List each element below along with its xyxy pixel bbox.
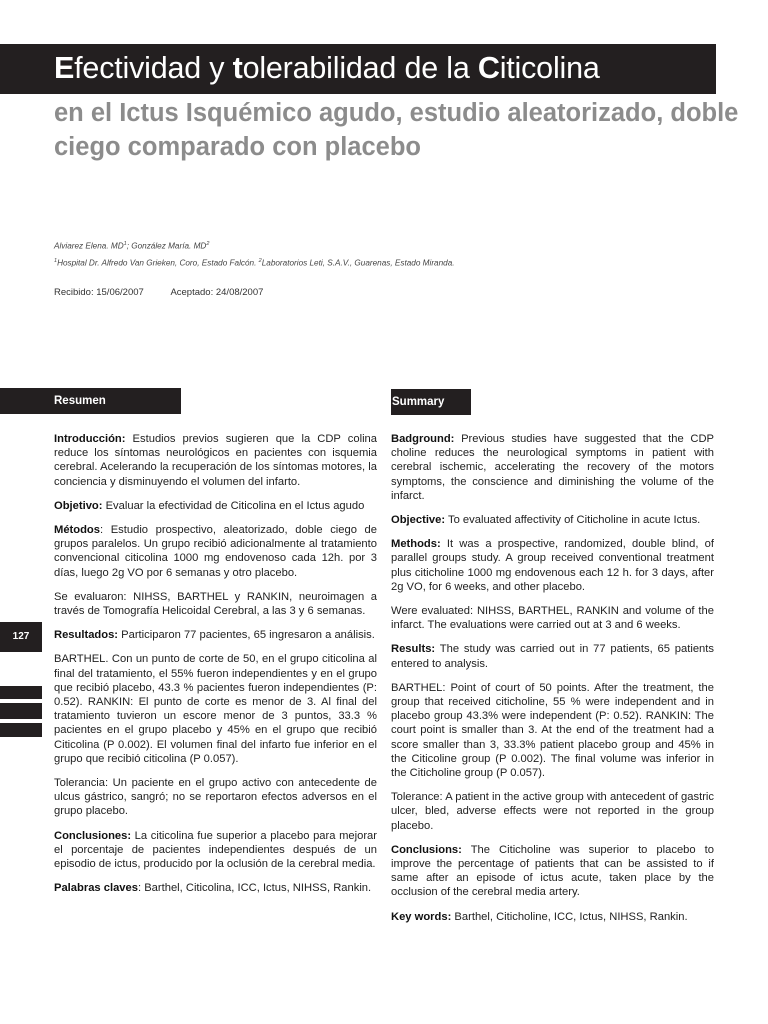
affiliations: $^1$Hospital Dr. Alfredo Van Grieken, Coro, Estado Falcón. $^2$Laboratorios Leti, S.A.V., Guarenas, Estado Miranda. bbox=[54, 258, 455, 268]
summary-tolerance: Tolerance: A patient in the active group with antecedent of gastric ulcer, bled, adverse effects were not reported in the group placebo. bbox=[391, 791, 714, 832]
summary-heading: Summary bbox=[391, 389, 471, 415]
resumen-heading: Resumen bbox=[0, 388, 181, 414]
summary-evaluated: Were evaluated: NIHSS, BARTHEL, RANKIN and volume of the infarct. The evaluations were carried out at 3 and 6 weeks. bbox=[391, 605, 714, 632]
margin-block bbox=[0, 703, 42, 719]
resumen-palabras-claves: Palabras claves: Barthel, Citicolina, ICC, Ictus, NIHSS, Rankin. bbox=[54, 882, 372, 895]
article-title: Efectividad y tolerabilidad de la Citicolina bbox=[54, 51, 600, 85]
summary-results: Results: The study was carried out in 77 patients, 65 patients entered to analysis. bbox=[391, 643, 714, 670]
resumen-metodos: Métodos: Estudio prospectivo, aleatorizado, doble ciego de grupos paralelos. Un grupo recibió adicionalmente al tratamiento convencional citicolina 1000 mg endovenoso cada 12h. por 3 días, luego 2g VO por 6 semanas y otro placebo. bbox=[54, 524, 377, 579]
summary-objective: Objective: To evaluated affectivity of Citicholine in acute Ictus. bbox=[391, 514, 701, 527]
page-number: 127 bbox=[0, 622, 42, 652]
resumen-barthel: BARTHEL. Con un punto de corte de 50, en el grupo citicolina al final del tratamiento, el 55% fueron independientes y en el grupo que recibió placebo, 43.3 % pacientes fueron independientes (P: 0.52). RANKIN: El punto de corte es menor de 3. Al final del tratamiento tuvieron un escore menor de 3 puntos, 33.3 % pacientes en el grupo placebo y 45% en el grupo que recibió Citicolina (P 0.002). El volumen final del infarto fue inferior en el grupo que recibió citicolina (P 0.057). bbox=[54, 653, 377, 765]
margin-block bbox=[0, 686, 42, 699]
summary-column bbox=[391, 432, 714, 934]
summary-barthel: BARTHEL: Point of court of 50 points. After the treatment, the group that received citicholine, 55 % were independent and in placebo group 43.3% were independent (P: 0.52). RANKIN: The court point is smaller than 3. At the end of the treatment had a score smaller than 3, 33.3% patient placebo group and 45% in the Citicoline group (P 0.002). The final volume was inferior in the Citicholine group (P 0.057). bbox=[391, 681, 714, 780]
article-subtitle: en el Ictus Isquémico agudo, estudio aleatorizado, doble ciego comparado con placebo bbox=[54, 99, 739, 161]
resumen-evaluaron: Se evaluaron: NIHSS, BARTHEL y RANKIN, neuroimagen a través de Tomografía Helicoidal Cerebral, a las 3 y 6 semanas. bbox=[54, 590, 377, 618]
resumen-tolerancia: Tolerancia: Un paciente en el grupo activo con antecedente de ulcus gástrico, sangró; no se reportaron efectos adversos en el grupo placebo. bbox=[54, 777, 377, 818]
resumen-resultados: Resultados: Participaron 77 pacientes, 65 ingresaron a análisis. bbox=[54, 629, 375, 642]
resumen-conclusiones: Conclusiones: La citicolina fue superior a placebo para mejorar el porcentaje de pacientes independientes después de un episodio de ictus, producido por la oclusión de la cerebral media. bbox=[54, 829, 377, 871]
margin-block bbox=[0, 723, 42, 737]
received-date: Recibido: 15/06/2007 bbox=[54, 287, 144, 298]
resumen-column bbox=[54, 432, 377, 905]
summary-background: Badground: Previous studies have suggested that the CDP choline reduces the neurological symptoms in patient with cerebral ischemic, accelerating the recovery of the motors symptoms, the conscience and diminishing the volume of the infarct. bbox=[391, 433, 714, 502]
summary-keywords: Key words: Barthel, Citicholine, ICC, Ictus, NIHSS, Rankin. bbox=[391, 910, 688, 923]
authors: Alviarez Elena. $MD^1$; González María. $MD^2$ bbox=[54, 241, 210, 251]
resumen-intro: Introducción: Estudios previos sugieren que la CDP colina reduce los síntomas neurológicos en pacientes con isquemia cerebral. Acelerando la recuperación de los síntomas motores, la conciencia y disminuyendo el volumen del infarto. bbox=[54, 433, 377, 488]
summary-conclusions: Conclusions: The Citicholine was superior to placebo to improve the percentage of patients that can be assisted to if same after an episode of ictus acute, taken place by the occlusion of the cerebral media artery. bbox=[391, 843, 714, 899]
summary-methods: Methods: It was a prospective, randomized, double blind, of parallel groups study. A group received conventional treatment plus citicholine 1000 mg endovenous each 12 h. for 3 days, after 2g VO, for 6 weeks, and other placebo. bbox=[391, 538, 714, 593]
resumen-objetivo: Objetivo: Evaluar la efectividad de Citicolina en el Ictus agudo bbox=[54, 499, 365, 512]
dates-line bbox=[54, 287, 263, 298]
accepted-date: Aceptado: 24/08/2007 bbox=[170, 287, 264, 298]
